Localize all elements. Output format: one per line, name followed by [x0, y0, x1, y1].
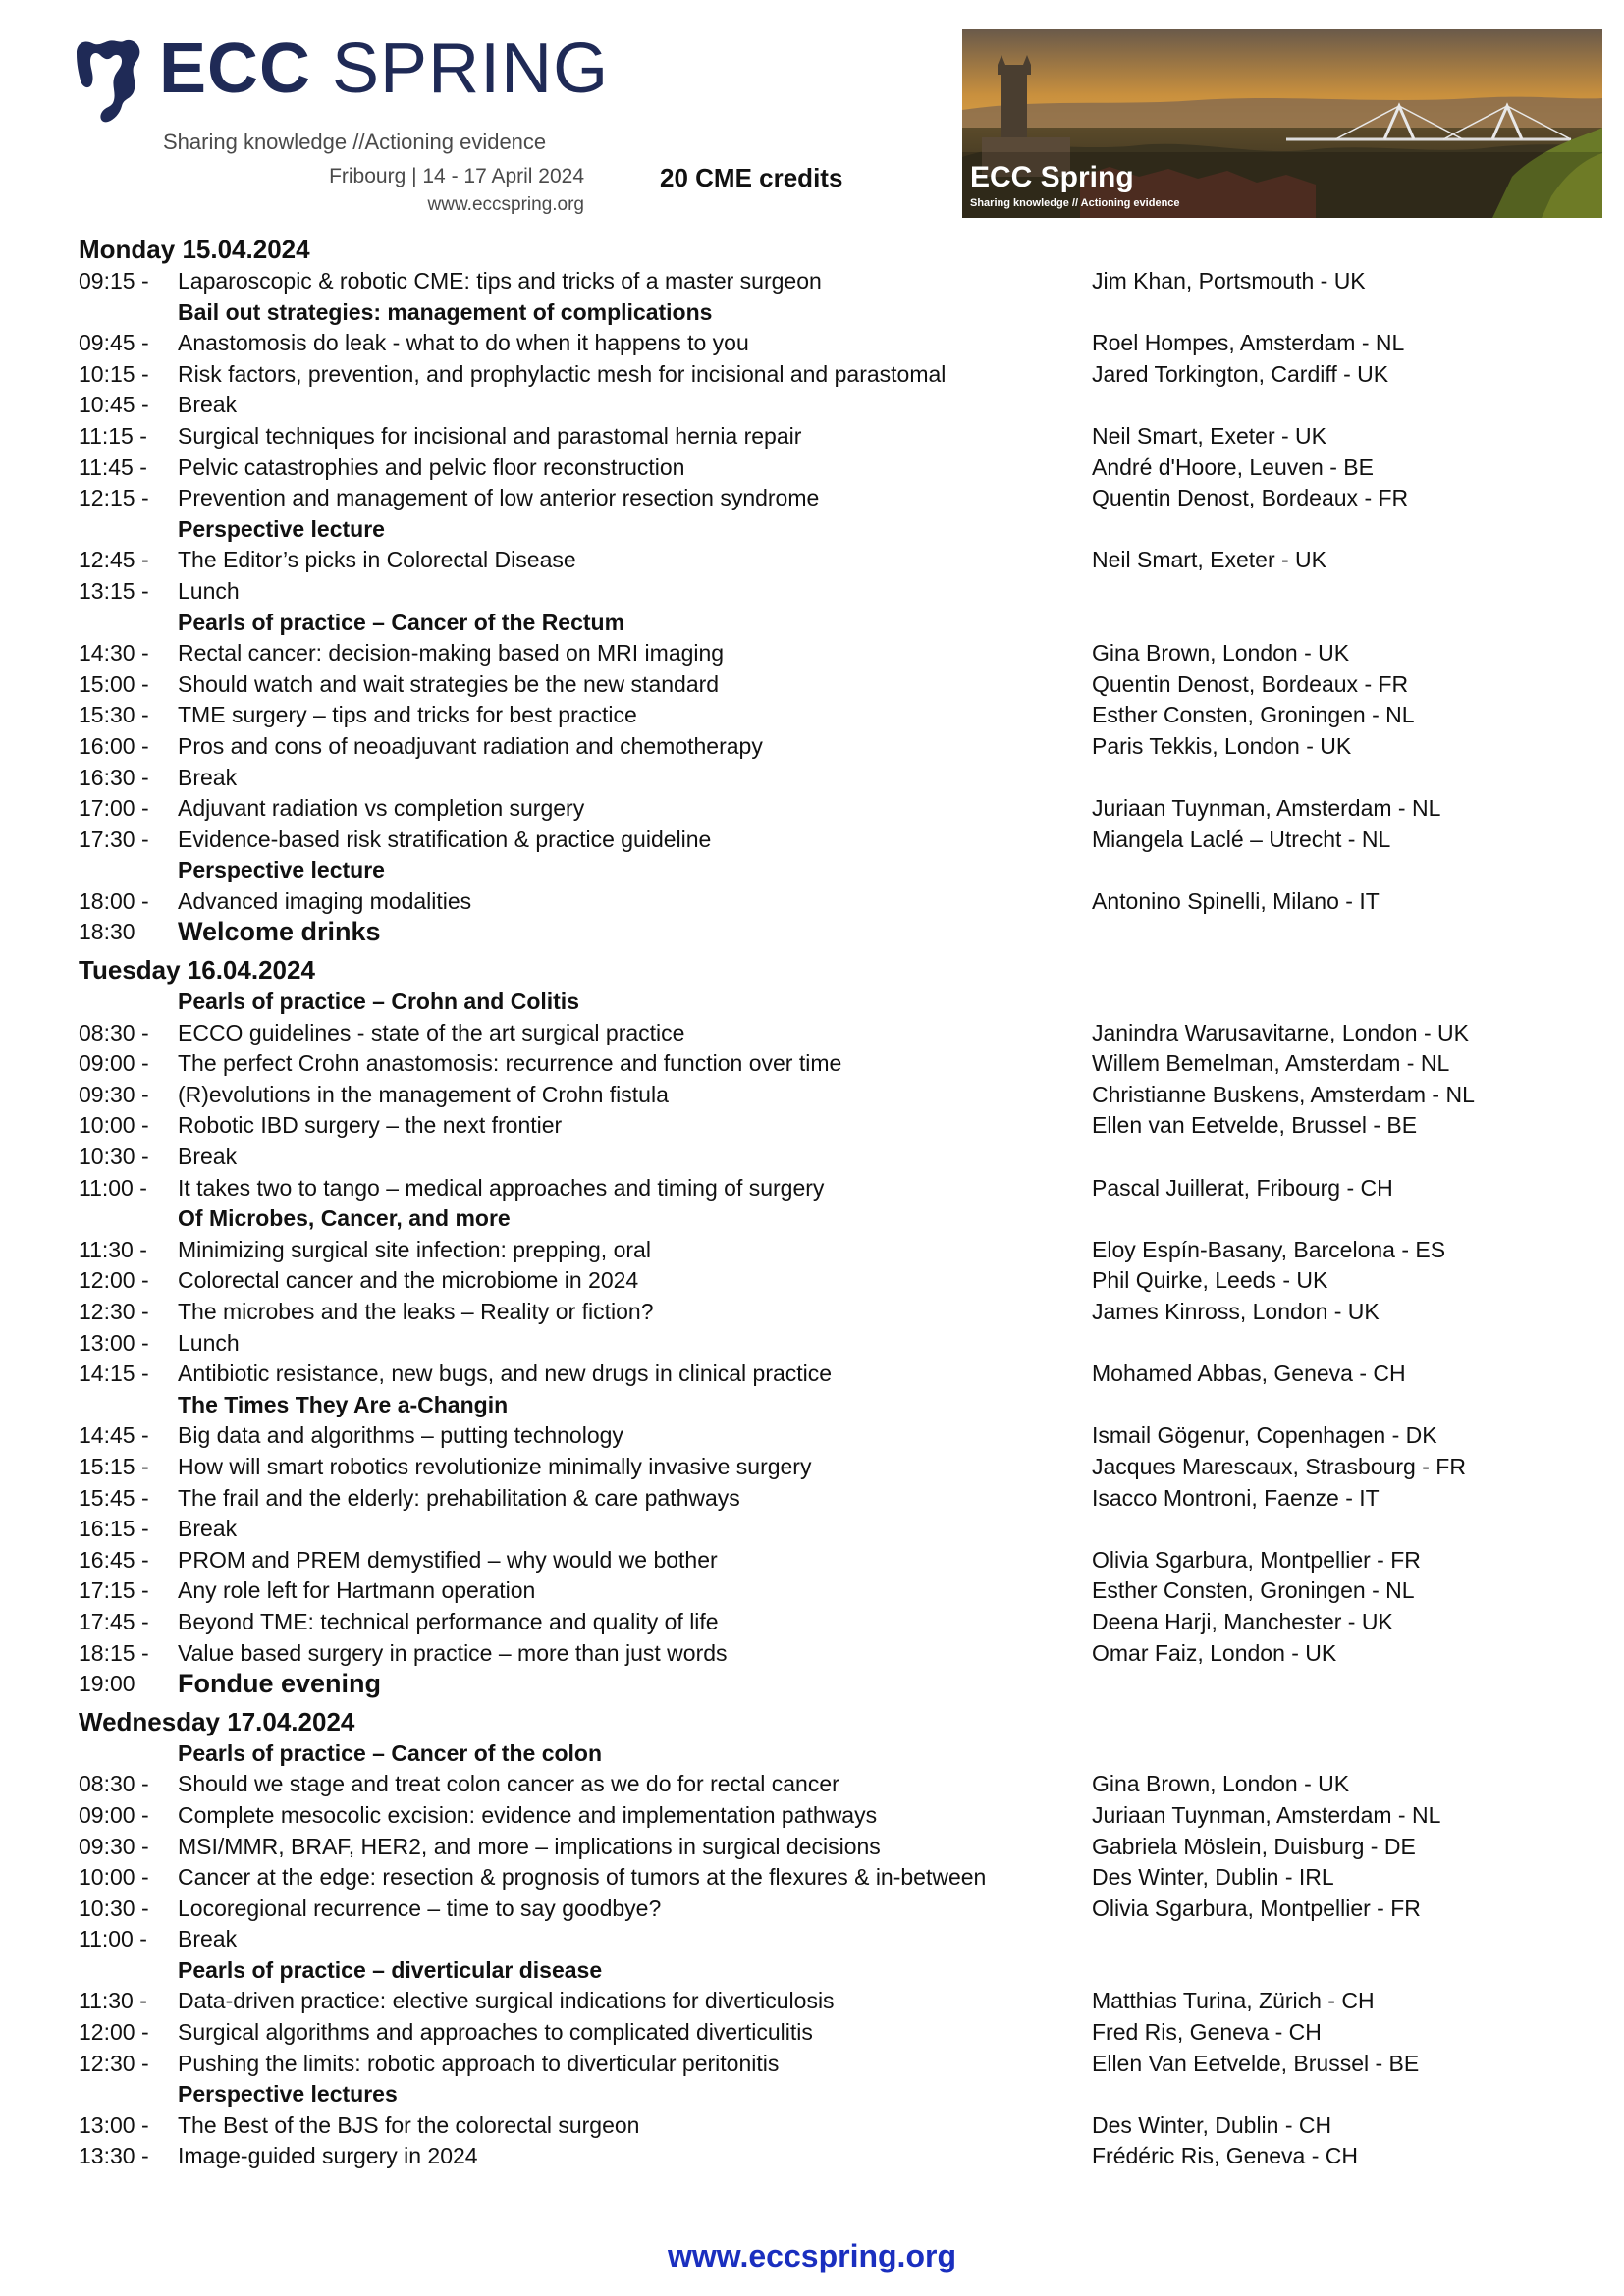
speaker-name: Frédéric Ris, Geneva - CH [1092, 2143, 1358, 2169]
session-title: Pearls of practice – Cancer of the Rectum [178, 609, 625, 635]
session-time: 10:15 - [79, 360, 149, 387]
social-event-row [79, 917, 1532, 948]
speaker-name: Willem Bemelman, Amsterdam - NL [1092, 1050, 1450, 1077]
speaker-name: Juriaan Tuynman, Amsterdam - NL [1092, 1801, 1441, 1828]
programme [79, 234, 1532, 2172]
session-time: 10:30 - [79, 1144, 149, 1170]
session-time: 17:30 - [79, 826, 149, 852]
speaker-name: Juriaan Tuynman, Amsterdam - NL [1092, 795, 1441, 822]
speaker-name: Eloy Espín-Basany, Barcelona - ES [1092, 1236, 1446, 1262]
session-title: (R)evolutions in the management of Crohn fistula [178, 1081, 669, 1107]
programme-row [79, 1800, 1532, 1832]
event-dates: Fribourg | 14 - 17 April 2024 [329, 165, 584, 187]
speaker-name: Des Winter, Dublin - CH [1092, 2111, 1332, 2138]
speaker-name: Fred Ris, Geneva - CH [1092, 2019, 1322, 2046]
programme-row [79, 1142, 1532, 1173]
programme-row [79, 1420, 1532, 1452]
session-title: The Best of the BJS for the colorectal surgeon [178, 2111, 640, 2138]
colon-logo-icon [69, 35, 147, 133]
programme-row [79, 1575, 1532, 1607]
programme-row [79, 2141, 1532, 2172]
programme-row [79, 1769, 1532, 1800]
speaker-name: Gina Brown, London - UK [1092, 640, 1350, 667]
ecc-spring-logo [69, 29, 610, 215]
logo-title: ECC SPRING [159, 29, 610, 108]
day-heading: Wednesday 17.04.2024 [79, 1706, 355, 1736]
session-time: 11:00 - [79, 1174, 147, 1201]
session-title: Perspective lecture [178, 857, 385, 883]
programme-row [79, 266, 1532, 297]
session-heading [79, 987, 1532, 1018]
session-time: 15:00 - [79, 670, 149, 697]
programme-row [79, 731, 1532, 763]
session-title: Pros and cons of neoadjuvant radiation and chemotherapy [178, 732, 763, 759]
speaker-name: Janindra Warusavitarne, London - UK [1092, 1019, 1469, 1045]
programme-row [79, 1173, 1532, 1204]
speaker-name: Olivia Sgarbura, Montpellier - FR [1092, 1546, 1421, 1573]
session-time: 11:15 - [79, 422, 147, 449]
speaker-name: Quentin Denost, Bordeaux - FR [1092, 670, 1409, 697]
programme-row [79, 2017, 1532, 2049]
session-heading [79, 1738, 1532, 1770]
session-time: 12:45 - [79, 547, 149, 573]
session-time: 09:00 - [79, 1050, 149, 1077]
session-title: Surgical techniques for incisional and parastomal hernia repair [178, 422, 802, 449]
session-time: 13:00 - [79, 2111, 149, 2138]
session-title: Pelvic catastrophies and pelvic floor reconstruction [178, 454, 685, 480]
session-time: 09:15 - [79, 268, 149, 294]
speaker-name: Deena Harji, Manchester - UK [1092, 1608, 1393, 1634]
session-time: 17:15 - [79, 1577, 149, 1604]
session-time: 08:30 - [79, 1771, 149, 1797]
fribourg-banner-image [962, 29, 1602, 218]
programme-row [79, 1235, 1532, 1266]
cme-credits: 20 CME credits [660, 163, 843, 192]
speaker-name: Gina Brown, London - UK [1092, 1771, 1350, 1797]
session-title: Risk factors, prevention, and prophylactic mesh for incisional and parastomal [178, 360, 947, 387]
session-title: Adjuvant radiation vs completion surgery [178, 795, 585, 822]
session-time: 16:00 - [79, 732, 149, 759]
session-heading [79, 855, 1532, 886]
speaker-name: Ellen van Eetvelde, Brussel - BE [1092, 1112, 1418, 1139]
session-title: Colorectal cancer and the microbiome in 2024 [178, 1267, 639, 1294]
banner-tagline: Sharing knowledge // Actioning evidence [970, 197, 1180, 209]
session-title: Bail out strategies: management of complications [178, 298, 713, 325]
programme-row [79, 1110, 1532, 1142]
day-heading: Monday 15.04.2024 [79, 235, 310, 264]
session-time: 14:45 - [79, 1422, 149, 1449]
session-title: Image-guided surgery in 2024 [178, 2143, 478, 2169]
speaker-name: Esther Consten, Groningen - NL [1092, 1577, 1415, 1604]
session-title: Big data and algorithms – putting technology [178, 1422, 623, 1449]
speaker-name: Neil Smart, Exeter - UK [1092, 547, 1326, 573]
session-time: 15:30 - [79, 702, 149, 728]
programme-row [79, 1048, 1532, 1080]
session-title: Locoregional recurrence – time to say goodbye? [178, 1895, 662, 1921]
programme-row [79, 1832, 1532, 1863]
session-title: The Editor’s picks in Colorectal Disease [178, 547, 576, 573]
banner-title: ECC Spring [970, 161, 1134, 193]
speaker-name: Antonino Spinelli, Milano - IT [1092, 887, 1380, 914]
session-time: 09:30 - [79, 1081, 149, 1107]
session-time: 09:00 - [79, 1801, 149, 1828]
session-title: It takes two to tango – medical approaches and timing of surgery [178, 1174, 825, 1201]
speaker-name: Omar Faiz, London - UK [1092, 1639, 1337, 1666]
session-time: 18:30 [79, 919, 135, 945]
session-title: The Times They Are a-Changin [178, 1391, 509, 1417]
session-title: Welcome drinks [178, 917, 381, 947]
session-title: Break [178, 1516, 238, 1542]
speaker-name: James Kinross, London - UK [1092, 1299, 1380, 1324]
session-time: 09:30 - [79, 1833, 149, 1859]
session-heading [79, 514, 1532, 546]
programme-row [79, 390, 1532, 421]
programme-row [79, 1545, 1532, 1576]
session-title: Pearls of practice – diverticular disease [178, 1956, 603, 1983]
programme-row [79, 763, 1532, 794]
session-title: Pearls of practice – Crohn and Colitis [178, 988, 579, 1015]
session-title: Value based surgery in practice – more than just words [178, 1639, 728, 1666]
programme-row [79, 421, 1532, 453]
session-title: Perspective lecture [178, 515, 385, 542]
speaker-name: Pascal Juillerat, Fribourg - CH [1092, 1174, 1393, 1201]
session-time: 13:15 - [79, 577, 149, 604]
programme-row [79, 328, 1532, 359]
session-title: Pearls of practice – Cancer of the colon [178, 1739, 603, 1766]
session-title: Break [178, 392, 238, 418]
programme-row [79, 1328, 1532, 1360]
session-time: 12:00 - [79, 2019, 149, 2046]
session-heading [79, 1955, 1532, 1987]
session-time: 16:30 - [79, 764, 149, 790]
session-time: 10:30 - [79, 1895, 149, 1921]
session-title: Complete mesocolic excision: evidence and implementation pathways [178, 1801, 878, 1828]
programme-row [79, 359, 1532, 391]
speaker-name: Ellen Van Eetvelde, Brussel - BE [1092, 2050, 1420, 2076]
session-time: 10:00 - [79, 1112, 149, 1139]
session-title: The microbes and the leaks – Reality or fiction? [178, 1299, 654, 1324]
programme-row [79, 638, 1532, 669]
programme-row [79, 700, 1532, 731]
session-time: 14:30 - [79, 640, 149, 667]
session-time: 18:00 - [79, 887, 149, 914]
programme-row [79, 1297, 1532, 1328]
session-title: TME surgery – tips and tricks for best practice [178, 702, 637, 728]
speaker-name: André d'Hoore, Leuven - BE [1092, 454, 1374, 480]
session-title: Perspective lectures [178, 2081, 398, 2108]
session-title: Anastomosis do leak - what to do when it happens to you [178, 330, 749, 356]
programme-row [79, 825, 1532, 856]
programme-row [79, 1607, 1532, 1638]
session-time: 10:45 - [79, 392, 149, 418]
session-title: Lunch [178, 577, 240, 604]
session-title: Break [178, 1144, 238, 1170]
speaker-name: Neil Smart, Exeter - UK [1092, 422, 1326, 449]
programme-row [79, 1452, 1532, 1483]
session-title: Minimizing surgical site infection: prepping, oral [178, 1236, 651, 1262]
session-title: Any role left for Hartmann operation [178, 1577, 536, 1604]
session-time: 16:15 - [79, 1516, 149, 1542]
logo-tagline: Sharing knowledge //Actioning evidence [163, 130, 547, 154]
session-title: How will smart robotics revolutionize minimally invasive surgery [178, 1453, 812, 1479]
session-title: ECCO guidelines - state of the art surgical practice [178, 1019, 685, 1045]
session-time: 17:45 - [79, 1608, 149, 1634]
session-time: 19:00 [79, 1671, 135, 1697]
session-time: 10:00 - [79, 1864, 149, 1891]
session-title: Should we stage and treat colon cancer as we do for rectal cancer [178, 1771, 839, 1797]
speaker-name: Jared Torkington, Cardiff - UK [1092, 360, 1389, 387]
speaker-name: Ismail Gögenur, Copenhagen - DK [1092, 1422, 1437, 1449]
session-title: Evidence-based risk stratification & practice guideline [178, 826, 712, 852]
session-heading [79, 297, 1532, 329]
speaker-name: Matthias Turina, Zürich - CH [1092, 1988, 1375, 2014]
programme-row [79, 1080, 1532, 1111]
programme-row [79, 453, 1532, 484]
programme-row [79, 669, 1532, 701]
session-title: Pushing the limits: robotic approach to diverticular peritonitis [178, 2050, 780, 2076]
footer-url[interactable]: www.eccspring.org [668, 2238, 956, 2273]
speaker-name: Des Winter, Dublin - IRL [1092, 1864, 1334, 1891]
session-time: 09:45 - [79, 330, 149, 356]
session-heading [79, 2079, 1532, 2110]
programme-row [79, 545, 1532, 576]
speaker-name: Gabriela Möslein, Duisburg - DE [1092, 1833, 1416, 1859]
session-heading [79, 1203, 1532, 1235]
programme-row [79, 1514, 1532, 1545]
session-time: 11:00 - [79, 1926, 147, 1952]
page-header [0, 0, 1624, 231]
session-time: 12:15 - [79, 485, 149, 511]
programme-row [79, 1265, 1532, 1297]
programme-row [79, 1924, 1532, 1955]
session-title: Robotic IBD surgery – the next frontier [178, 1112, 563, 1139]
session-time: 12:00 - [79, 1267, 149, 1294]
session-title: Antibiotic resistance, new bugs, and new drugs in clinical practice [178, 1361, 833, 1387]
session-time: 13:30 - [79, 2143, 149, 2169]
programme-row [79, 1862, 1532, 1894]
speaker-name: Roel Hompes, Amsterdam - NL [1092, 330, 1405, 356]
session-time: 11:30 - [79, 1988, 147, 2014]
session-time: 11:30 - [79, 1236, 147, 1262]
session-heading [79, 608, 1532, 639]
session-time: 17:00 - [79, 795, 149, 822]
session-time: 14:15 - [79, 1361, 149, 1387]
speaker-name: Phil Quirke, Leeds - UK [1092, 1267, 1328, 1294]
speaker-name: Jacques Marescaux, Strasbourg - FR [1092, 1453, 1466, 1479]
programme-row [79, 2110, 1532, 2142]
session-title: Laparoscopic & robotic CME: tips and tricks of a master surgeon [178, 268, 822, 294]
speaker-name: Isacco Montroni, Faenze - IT [1092, 1484, 1380, 1511]
programme-row [79, 1483, 1532, 1515]
session-title: PROM and PREM demystified – why would we bother [178, 1546, 718, 1573]
speaker-name: Paris Tekkis, London - UK [1092, 732, 1352, 759]
logo-url[interactable]: www.eccspring.org [427, 194, 584, 215]
speaker-name: Olivia Sgarbura, Montpellier - FR [1092, 1895, 1421, 1921]
speaker-name: Miangela Laclé – Utrecht - NL [1092, 826, 1391, 852]
programme-row [79, 483, 1532, 514]
session-title: Rectal cancer: decision-making based on MRI imaging [178, 640, 725, 667]
programme-row [79, 1894, 1532, 1925]
programme-row [79, 1018, 1532, 1049]
session-time: 16:45 - [79, 1546, 149, 1573]
day-heading: Tuesday 16.04.2024 [79, 955, 315, 986]
session-time: 15:45 - [79, 1484, 149, 1511]
session-time: 12:30 - [79, 2050, 149, 2076]
session-time: 11:45 - [79, 454, 147, 480]
speaker-name: Esther Consten, Groningen - NL [1092, 702, 1415, 728]
session-title: Advanced imaging modalities [178, 887, 472, 914]
session-title: Prevention and management of low anterior resection syndrome [178, 485, 820, 511]
speaker-name: Quentin Denost, Bordeaux - FR [1092, 485, 1409, 511]
session-time: 15:15 - [79, 1453, 149, 1479]
session-title: Break [178, 1926, 238, 1952]
programme-row [79, 2049, 1532, 2080]
session-title: MSI/MMR, BRAF, HER2, and more – implications in surgical decisions [178, 1833, 881, 1859]
speaker-name: Jim Khan, Portsmouth - UK [1092, 268, 1366, 294]
session-heading [79, 1390, 1532, 1421]
speaker-name: Mohamed Abbas, Geneva - CH [1092, 1361, 1406, 1387]
session-title: The frail and the elderly: prehabilitation & care pathways [178, 1484, 740, 1511]
programme-row [79, 1638, 1532, 1670]
session-title: Data-driven practice: elective surgical indications for diverticulosis [178, 1988, 835, 2014]
programme-row [79, 1359, 1532, 1390]
programme-row [79, 576, 1532, 608]
session-title: Lunch [178, 1329, 240, 1356]
session-title: Cancer at the edge: resection & prognosis of tumors at the flexures & in-between [178, 1864, 987, 1891]
speaker-name: Christianne Buskens, Amsterdam - NL [1092, 1081, 1475, 1107]
social-event-row [79, 1669, 1532, 1700]
session-title: Of Microbes, Cancer, and more [178, 1205, 511, 1232]
session-title: Should watch and wait strategies be the new standard [178, 670, 720, 697]
session-title: Fondue evening [178, 1669, 382, 1699]
session-title: Break [178, 764, 238, 790]
session-time: 18:15 - [79, 1639, 149, 1666]
session-time: 13:00 - [79, 1329, 149, 1356]
programme-row [79, 886, 1532, 918]
programme-row [79, 793, 1532, 825]
programme-row [79, 1986, 1532, 2017]
session-time: 08:30 - [79, 1019, 149, 1045]
session-title: Beyond TME: technical performance and quality of life [178, 1608, 719, 1634]
session-title: Surgical algorithms and approaches to complicated diverticulitis [178, 2019, 813, 2046]
session-title: The perfect Crohn anastomosis: recurrence and function over time [178, 1050, 842, 1077]
session-time: 12:30 - [79, 1299, 149, 1324]
